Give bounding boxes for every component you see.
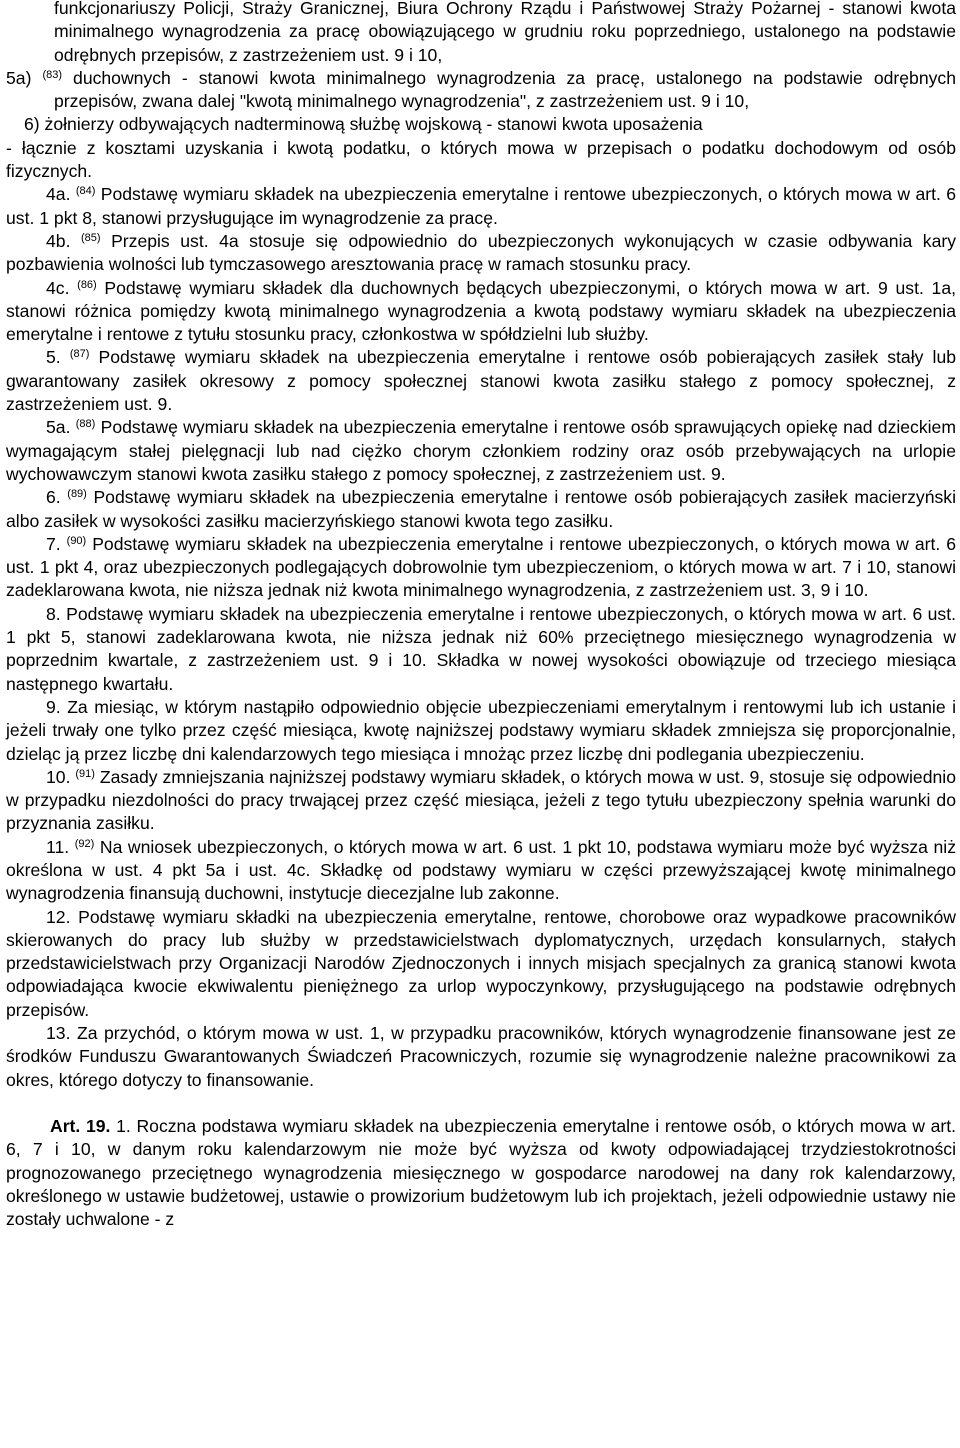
paragraph-number: 7. <box>46 533 61 554</box>
paragraph <box>6 696 956 766</box>
footnote-ref: (89) <box>67 488 87 501</box>
paragraph-number: 4b. <box>46 230 71 251</box>
paragraph <box>6 1022 956 1092</box>
paragraph <box>6 486 956 533</box>
item-5-continuation: funkcjonariuszy Policji, Straży Granicznej, Biura Ochrony Rządu i Państwowej Straży Pożarnej - stanowi kwota minimalnego wynagrodzenia za pracę obowiązującego w grudniu roku poprzedniego, ustalonego na podstawie odrębnych przepisów, z zastrzeżeniem ust. 9 i 10, <box>54 0 956 65</box>
paragraph <box>6 183 956 230</box>
footnote-ref: (88) <box>75 418 96 431</box>
paragraph <box>6 766 956 836</box>
paragraph-number: 13. <box>46 1023 71 1044</box>
paragraph <box>6 346 956 416</box>
paragraph-text: Podstawę wymiaru składek dla duchownych będących ubezpieczonymi, o których mowa w art. 9 ust. 1a, stanowi różnica pomiędzy kwotą minimalnego wynagrodzenia a kwotą podstawy wymiaru składek na ubezpieczenia emerytalne i rentowe z tytułu stosunku pracy, członkostwa w spółdzielni lub służby. <box>6 277 956 345</box>
item-text: duchownych - stanowi kwota minimalnego wynagrodzenia za pracę, ustalonego na podstawie odrębnych przepisów, zwana dalej "kwotą minimalnego wynagrodzenia", z zastrzeżeniem ust. 9 i 10, <box>54 67 957 112</box>
footnote-ref: (92) <box>74 837 95 850</box>
paragraph-text: Przepis ust. 4a stosuje się odpowiednio do ubezpieczonych wykonujących w czasie odbywania kary pozbawienia wolności lub tymczasowego aresztowania pracę w ramach stosunku pracy. <box>6 230 957 275</box>
paragraph-text: Podstawę wymiaru składek na ubezpieczenia emerytalne i rentowe osób pobierających zasiłek stały lub gwarantowany zasiłek okresowy z pomocy społecznej stanowi kwota zasiłku stałego z pomocy społecznej, z zastrzeżeniem ust. 9. <box>6 347 957 415</box>
article-label: Art. 19. <box>50 1115 111 1136</box>
footnote-ref: (90) <box>66 534 87 547</box>
paragraph-number: 1. <box>116 1115 131 1136</box>
article-19-paragraph <box>6 1115 956 1231</box>
paragraph-text: Roczna podstawa wymiaru składek na ubezpieczenia emerytalne i rentowe osób, o których mowa w art. 6, 7 i 10, w danym roku kalendarzowym nie może być wyższa od kwoty odpowiadającej trzydziestokrotności prognozowanego przeciętnego wynagrodzenia miesięcznego w gospodarce narodowej na dany rok kalendarzowy, określonego w ustawie budżetowej, ustawie o prowizorium budżetowym lub ich projektach, jeżeli odpowiednie ustawy nie zostały uchwalone - z <box>6 1115 957 1230</box>
paragraph-text: Na wniosek ubezpieczonych, o których mowa w art. 6 ust. 1 pkt 10, podstawa wymiaru może być wyższa niż określona w ust. 4 pkt 5a i ust. 4c. Składkę od podstawy wymiaru w części przewyższającej kwotę minimalnego wynagrodzenia finansują duchowni, instytucje diecezjalne lub zakonne. <box>6 836 957 904</box>
footnote-ref: (85) <box>80 231 101 244</box>
paragraph <box>6 277 956 347</box>
paragraph-number: 4c. <box>46 277 70 298</box>
paragraph-text: Za przychód, o którym mowa w ust. 1, w przypadku pracowników, których wynagrodzenie finansowane jest ze środków Funduszu Gwarantowanych Świadczeń Pracowniczych, rozumie się wynagrodzenie należne pracownikowi za okres, którego dotyczy to finansowanie. <box>6 1023 956 1090</box>
paragraph-number: 6. <box>46 487 61 508</box>
footnote-ref: (91) <box>75 767 95 780</box>
footnote-ref: (86) <box>77 278 97 291</box>
paragraph-text: Podstawę wymiaru składek na ubezpieczenia emerytalne i rentowe ubezpieczonych, o których mowa w art. 6 ust. 1 pkt 5, stanowi zadeklarowana kwota, nie niższa jednak niż 60% przeciętnego miesięcznego wynagrodzenia w poprzednim kwartale, z zastrzeżeniem ust. 9 i 10. Składka w nowej wysokości obowiązuje od trzeciego miesiąca następnego kwartału. <box>6 603 957 694</box>
paragraph-number: 9. <box>46 696 61 717</box>
paragraph-text: Podstawę wymiaru składek na ubezpieczenia emerytalne i rentowe osób pobierających zasiłek macierzyński albo zasiłek w wysokości zasiłku macierzyńskiego stanowi kwota tego zasiłku. <box>6 487 957 531</box>
paragraph-number: 10. <box>46 766 71 787</box>
paragraph <box>6 533 956 603</box>
paragraph-number: 5. <box>46 347 61 368</box>
footnote-ref: (83) <box>42 68 63 81</box>
item-text-continuation: - łącznie z kosztami uzyskania i kwotą podatku, o których mowa w przepisach o podatku dochodowym od osób fizycznych. <box>6 137 956 182</box>
item-text: żołnierzy odbywających nadterminową służbę wojskową - stanowi kwota uposażenia <box>44 114 703 135</box>
paragraph-number: 11. <box>46 836 70 857</box>
paragraph <box>6 603 956 696</box>
footnote-ref: (87) <box>69 348 90 361</box>
paragraph <box>6 230 956 277</box>
paragraph-text: Podstawę wymiaru składek na ubezpieczenia emerytalne i rentowe ubezpieczonych, o których mowa w art. 6 ust. 1 pkt 4, oraz ubezpieczonych podlegających dobrowolnie tym ubezpieczeniom, o których mowa w art. 7 i 10, stanowi zadeklarowana kwota, nie niższa jednak niż kwota minimalnego wynagrodzenia, z zastrzeżeniem ust. 3, 9 i 10. <box>6 533 957 601</box>
paragraph <box>6 906 956 1022</box>
item-number: 5a) <box>6 67 32 88</box>
paragraph-number: 5a. <box>46 417 71 438</box>
paragraph-number: 12. <box>46 906 71 927</box>
paragraph-text: Podstawę wymiaru składki na ubezpieczenia emerytalne, rentowe, chorobowe oraz wypadkowe pracowników skierowanych do pracy lub służby w przedstawicielstwach dyplomatycznych, urzędach konsularnych, stałych przedstawicielstwach przy Organizacji Narodów Zjednoczonych i innych misjach specjalnych za granicą stanowi kwota odpowiadająca kwocie ekwiwalentu pieniężnego za urlop wypoczynkowy, przysługującego na podstawie odrębnych przepisów. <box>6 906 956 1020</box>
paragraph-text: Podstawę wymiaru składek na ubezpieczenia emerytalne i rentowe osób sprawujących opiekę nad dzieckiem wymagającym stałej pielęgnacji lub nad ciężko chorym członkiem rodziny oraz osób przebywających na urlopie wychowawczym stanowi kwota zasiłku stałego z pomocy społecznej, z zastrzeżeniem ust. 9. <box>6 417 957 484</box>
item-6 <box>6 113 956 183</box>
paragraph <box>6 416 956 486</box>
document-page <box>6 0 956 1231</box>
paragraph-number: 8. <box>46 603 61 624</box>
item-number: 6) <box>24 114 40 135</box>
paragraph-text: Zasady zmniejszania najniższej podstawy wymiaru składek, o których mowa w ust. 9, stosuje się odpowiednio w przypadku niezdolności do pracy trwającej przez część miesiąca, jeżeli z tego tytułu ubezpieczony spełnia warunki do przyznania zasiłku. <box>6 766 956 834</box>
paragraph-list <box>6 183 956 1092</box>
item-5a <box>6 67 956 114</box>
paragraph <box>6 836 956 906</box>
paragraph-text: Za miesiąc, w którym nastąpiło odpowiednio objęcie ubezpieczeniami emerytalnym i rentowymi lub ich ustanie i jeżeli trwały one tylko przez część miesiąca, kwotę najniższej podstawy wymiaru składek zmniejsza się proporcjonalnie, dzieląc ją przez liczbę dni kalendarzowych tego miesiąca i mnożąc przez liczbę dni podlegania ubezpieczeniu. <box>6 696 956 764</box>
paragraph-number: 4a. <box>46 184 71 205</box>
footnote-ref: (84) <box>75 185 96 198</box>
paragraph-text: Podstawę wymiaru składek na ubezpieczenia emerytalne i rentowe ubezpieczonych, o których mowa w art. 6 ust. 1 pkt 8, stanowi przysługujące im wynagrodzenie za pracę. <box>6 184 957 228</box>
